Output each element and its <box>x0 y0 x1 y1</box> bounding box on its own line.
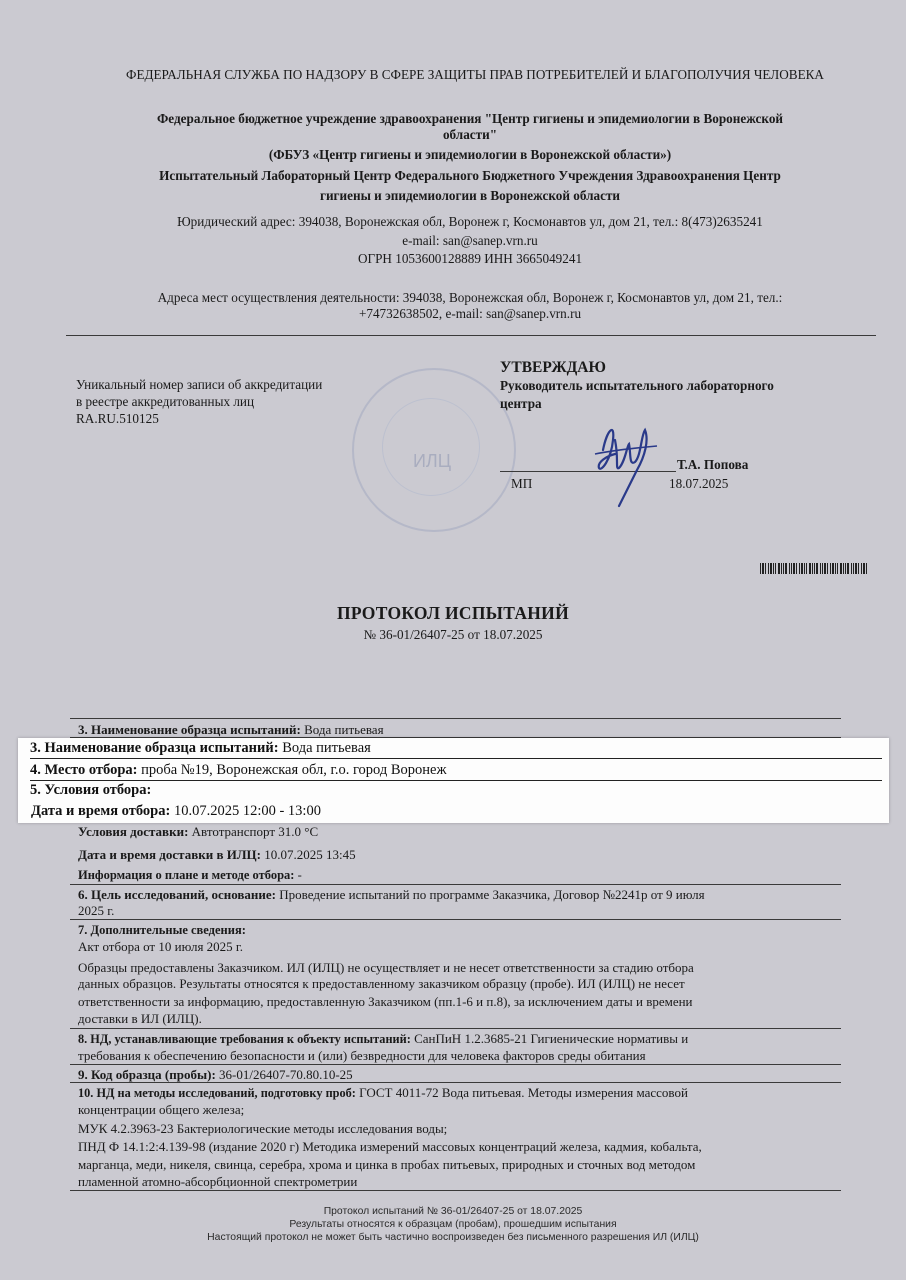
sampling-plan-label: Информация о плане и методе отбора: <box>78 868 295 882</box>
header-divider <box>66 335 876 336</box>
institution-name-line1: Федеральное бюджетное учреждение здравоохранения "Центр гигиены и эпидемиологии в Воронежской <box>156 111 784 126</box>
sampling-conditions-row <box>30 782 151 799</box>
lab-name-line2: гигиены и эпидемиологии в Воронежской области <box>319 188 621 203</box>
requirements-row <box>78 1031 688 1048</box>
field-divider <box>70 1082 841 1083</box>
sampling-datetime-row <box>31 803 321 820</box>
activity-address-line1: Адреса мест осуществления деятельности: 394038, Воронежская обл, Воронеж г, Космонавтов ул, дом 21, тел.: <box>157 290 783 305</box>
sampling-plan-row <box>78 868 302 884</box>
purpose-value-line2: 2025 г. <box>78 903 115 918</box>
field-divider <box>70 884 841 885</box>
purpose-value: Проведение испытаний по программе Заказчика, Договор №2241р от 9 июля <box>276 887 705 902</box>
methods-value: ГОСТ 4011-72 Вода питьевая. Методы измерения массовой <box>355 1085 688 1100</box>
field-divider <box>70 718 841 719</box>
sample-name-value: Вода питьевая <box>300 722 384 737</box>
delivery-datetime-value: 10.07.2025 13:45 <box>260 847 356 862</box>
methods-line3: МУК 4.2.3963-23 Бактериологические методы исследования воды; <box>78 1121 448 1136</box>
delivery-conditions-label: Условия доставки: <box>78 824 189 839</box>
purpose-label: 6. Цель исследований, основание: <box>78 887 277 902</box>
sampling-place-value: проба №19, Воронежская обл, г.о. город Воронеж <box>137 762 447 778</box>
legal-address: Юридический адрес: 394038, Воронежская обл, Воронеж г, Космонавтов ул, дом 21, тел.: 8(473)2635241 <box>177 214 763 229</box>
approval-title: УТВЕРЖДАЮ <box>500 359 606 376</box>
requirements-value-line2: требования к обеспечению безопасности и (или) безвредности для человека факторов среды обитания <box>78 1048 646 1063</box>
sample-code-value: 36-01/26407-70.80.10-25 <box>215 1067 353 1082</box>
additional-info-line1: Акт отбора от 10 июля 2025 г. <box>78 939 244 954</box>
accreditation-line1: Уникальный номер записи об аккредитации <box>76 377 323 392</box>
highlighted-fields-panel <box>18 738 889 823</box>
sampling-place-label: 4. Место отбора: <box>30 762 138 778</box>
institution-name-line2: области" <box>442 127 498 142</box>
field-divider <box>70 1064 841 1065</box>
sample-name-label: 3. Наименование образца испытаний: <box>78 722 301 737</box>
header-email: e-mail: san@sanep.vrn.ru <box>402 233 538 248</box>
delivery-datetime-label: Дата и время доставки в ИЛЦ: <box>78 847 261 862</box>
methods-line4: ПНД Ф 14.1:2:4.139-98 (издание 2020 г) Методика измерений массовых концентраций железа, кадмия, кобальта, <box>78 1139 702 1154</box>
approval-date: 18.07.2025 <box>669 476 729 491</box>
protocol-title: ПРОТОКОЛ ИСПЫТАНИЙ <box>337 603 569 623</box>
sample-name-row-background <box>78 722 384 738</box>
methods-line6: пламенной атомно-абсорбционной спектрометрии <box>78 1174 358 1189</box>
additional-info-line3: данных образцов. Результаты относятся к предоставленному заказчиком образцу (пробе). ИЛ (ИЛЦ) не несет <box>78 976 685 991</box>
footer-line2: Результаты относятся к образцам (пробам), прошедшим испытания <box>289 1219 617 1230</box>
sampling-datetime-label: Дата и время отбора: <box>31 803 171 819</box>
mp-label: МП <box>511 476 533 491</box>
accreditation-number: RA.RU.510125 <box>76 411 159 426</box>
stamp-text: ИЛЦ <box>412 451 452 471</box>
additional-info-line2: Образцы предоставлены Заказчиком. ИЛ (ИЛЦ) не осуществляет и не несет ответственности за стадию отбора <box>78 960 694 975</box>
field-divider <box>30 758 882 759</box>
approval-position-line2: центра <box>500 396 542 411</box>
sample-name-label: 3. Наименование образца испытаний: <box>30 740 279 756</box>
ogrn-inn: ОГРН 1053600128889 ИНН 3665049241 <box>357 251 583 266</box>
sample-code-row <box>78 1067 353 1083</box>
field-divider <box>70 919 841 920</box>
signature-image <box>585 410 665 510</box>
lab-name-line1: Испытательный Лабораторный Центр Федерального Бюджетного Учреждения Здравоохранения Центр <box>159 168 781 183</box>
activity-address-line2: +74732638502, e-mail: san@sanep.vrn.ru <box>358 306 582 321</box>
purpose-row <box>78 887 705 903</box>
footer-line3: Настоящий протокол не может быть частично воспроизведен без письменного разрешения ИЛ (ИЛЦ) <box>207 1232 699 1243</box>
sampling-place-row <box>30 762 447 779</box>
field-divider <box>70 1028 841 1029</box>
agency-name: ФЕДЕРАЛЬНАЯ СЛУЖБА ПО НАДЗОРУ В СФЕРЕ ЗАЩИТЫ ПРАВ ПОТРЕБИТЕЛЕЙ И БЛАГОПОЛУЧИЯ ЧЕЛОВЕКА <box>126 67 824 82</box>
field-divider <box>30 780 882 781</box>
sample-name-value: Вода питьевая <box>278 740 371 756</box>
approver-name: Т.А. Попова <box>677 457 749 472</box>
methods-line5: марганца, меди, никеля, свинца, серебра, хрома и цинка в пробах питьевых, природных и сточных вод методом <box>78 1157 696 1172</box>
additional-info-line5: доставки в ИЛ (ИЛЦ). <box>78 1011 202 1026</box>
delivery-conditions-value: Автотранспорт 31.0 °С <box>188 824 319 839</box>
approval-position-line1: Руководитель испытательного лабораторного <box>500 378 774 393</box>
stamp-inner-ring <box>382 398 480 496</box>
sampling-conditions-label: 5. Условия отбора: <box>30 782 152 798</box>
methods-row <box>78 1085 688 1102</box>
field-divider <box>70 1190 841 1191</box>
delivery-conditions-row <box>78 824 318 840</box>
institution-short-name: (ФБУЗ «Центр гигиены и эпидемиологии в Воронежской области») <box>268 147 672 162</box>
methods-line2: концентрации общего железа; <box>78 1102 245 1117</box>
requirements-label: 8. НД, устанавливающие требования к объекту испытаний: <box>78 1032 411 1046</box>
sample-name-row <box>30 740 371 757</box>
barcode-image <box>760 563 868 574</box>
additional-info-line4: ответственности за информацию, предоставленную Заказчиком (пп.1-6 и п.8), за исключением даты и времени <box>78 994 693 1009</box>
requirements-value: СанПиН 1.2.3685-21 Гигиенические нормативы и <box>410 1031 689 1046</box>
methods-label: 10. НД на методы исследований, подготовку проб: <box>78 1086 356 1100</box>
footer-line1: Протокол испытаний № 36-01/26407-25 от 18.07.2025 <box>323 1206 583 1217</box>
delivery-datetime-row <box>78 847 356 863</box>
protocol-number: № 36-01/26407-25 от 18.07.2025 <box>363 627 543 642</box>
sampling-datetime-value: 10.07.2025 12:00 - 13:00 <box>170 803 321 819</box>
accreditation-line2: в реестре аккредитованных лиц <box>76 394 255 409</box>
sampling-plan-value: - <box>294 868 302 882</box>
additional-info-label: 7. Дополнительные сведения: <box>78 923 246 937</box>
sample-code-label: 9. Код образца (пробы): <box>78 1067 216 1082</box>
